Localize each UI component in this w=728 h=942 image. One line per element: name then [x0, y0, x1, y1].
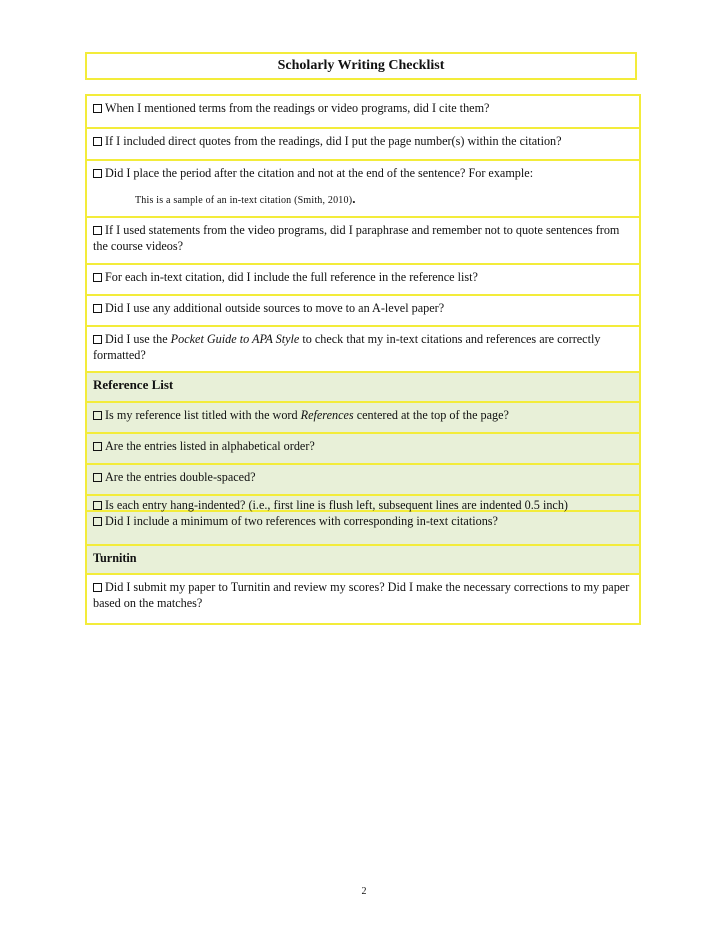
reference-list-heading: Reference List	[93, 377, 174, 392]
checkbox-icon[interactable]	[93, 411, 102, 420]
checklist-item-text: Did I include a minimum of two references with corresponding in-text citations?	[105, 514, 498, 528]
checklist-item-text: Are the entries double-spaced?	[105, 470, 256, 484]
checklist-row-7	[87, 327, 639, 373]
turnitin-heading: Turnitin	[93, 551, 137, 565]
checklist-item-text: For each in-text citation, did I include the full reference in the reference list?	[105, 270, 478, 284]
checklist-item-text: If I included direct quotes from the readings, did I put the page number(s) within the citation?	[105, 134, 562, 148]
checkbox-icon[interactable]	[93, 335, 102, 344]
checklist-item-text: Did I use any additional outside sources to move to an A-level paper?	[105, 301, 445, 315]
checklist-title: Scholarly Writing Checklist	[277, 58, 445, 73]
checklist-item-text: When I mentioned terms from the readings or video programs, did I cite them?	[105, 101, 490, 115]
turnitin-heading-row	[87, 546, 639, 575]
checklist-row-4	[87, 218, 639, 265]
checklist-item-italic: References	[300, 408, 354, 422]
checklist-item-text: Did I submit my paper to Turnitin and review my scores? Did I make the necessary corrections to my paper based on the matches?	[93, 580, 630, 610]
reference-row-5	[87, 512, 639, 546]
checkbox-icon[interactable]	[93, 304, 102, 313]
checkbox-icon[interactable]	[93, 169, 102, 178]
checklist-title-box	[85, 52, 637, 80]
checkbox-icon[interactable]	[93, 517, 102, 526]
reference-row-2	[87, 434, 639, 465]
reference-row-1	[87, 403, 639, 434]
checkbox-icon[interactable]	[93, 104, 102, 113]
checklist-item-text: Is my reference list titled with the word	[105, 408, 301, 422]
checklist-item-text: Did I place the period after the citation and not at the end of the sentence? For example:	[105, 166, 534, 180]
reference-row-4	[87, 496, 639, 512]
checklist-item-text: Is each entry hang-indented? (i.e., first line is flush left, subsequent lines are indented 0.5 inch)	[105, 498, 568, 512]
checklist-item-text: Are the entries listed in alphabetical order?	[105, 439, 315, 453]
reference-row-3	[87, 465, 639, 496]
checkbox-icon[interactable]	[93, 137, 102, 146]
checklist-item-italic: Pocket Guide to APA Style	[170, 332, 300, 346]
checklist-item-text: centered at the top of the page?	[353, 408, 509, 422]
checkbox-icon[interactable]	[93, 226, 102, 235]
citation-example-period: .	[352, 191, 356, 206]
checklist-item-text: to check that my in-text citations and references are correctly formatted?	[93, 332, 601, 362]
checkbox-icon[interactable]	[93, 442, 102, 451]
reference-list-heading-row	[87, 373, 639, 403]
checklist-row-3	[87, 161, 639, 218]
checklist-item-text: If I used statements from the video programs, did I paraphrase and remember not to quote sentences from the course videos?	[93, 223, 620, 253]
checkbox-icon[interactable]	[93, 473, 102, 482]
checklist-item-text: Did I use the	[105, 332, 171, 346]
checkbox-icon[interactable]	[93, 273, 102, 282]
checklist-row-5	[87, 265, 639, 296]
citation-example	[93, 191, 635, 209]
page-number: 2	[361, 886, 367, 897]
checkbox-icon[interactable]	[93, 501, 102, 510]
citation-example-text: This is a sample of an in-text citation (Smith, 2010)	[135, 195, 353, 206]
checkbox-icon[interactable]	[93, 583, 102, 592]
turnitin-row-1	[87, 575, 639, 623]
checklist-row-6	[87, 296, 639, 327]
checklist-row-2	[87, 129, 639, 161]
checklist-row-1	[87, 96, 639, 129]
checklist-table	[85, 94, 641, 625]
